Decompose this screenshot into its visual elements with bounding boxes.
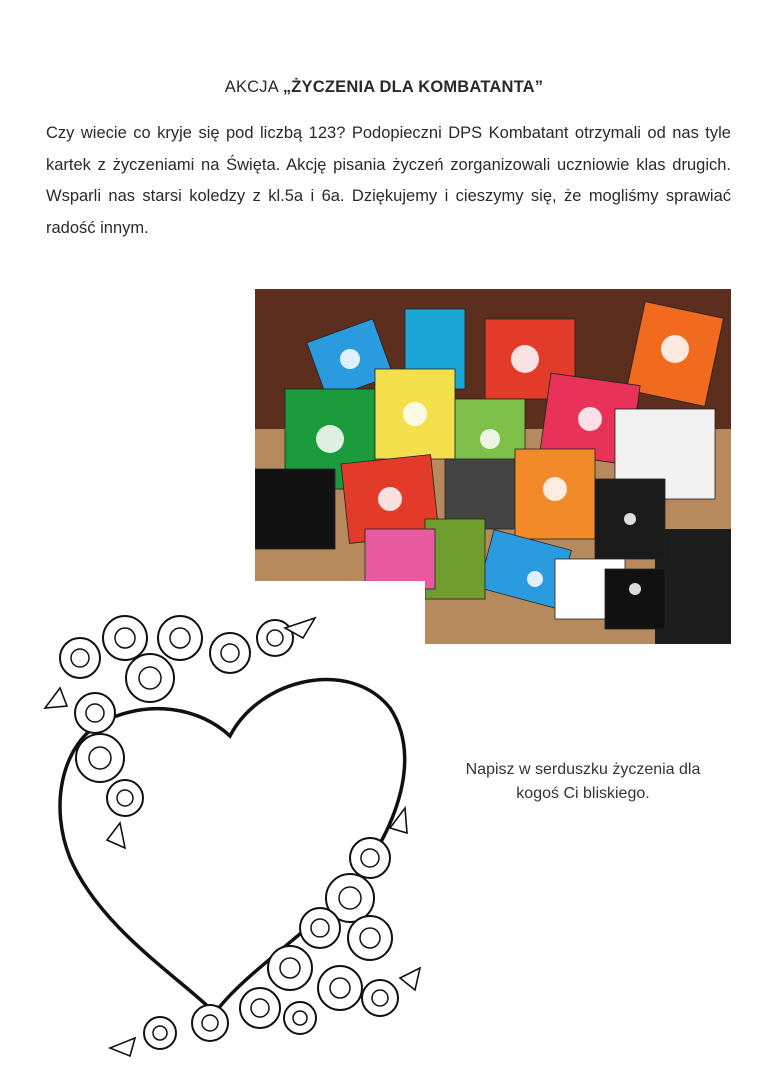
intro-paragraph: Czy wiecie co kryje się pod liczbą 123? Podopieczni DPS Kombatant otrzymali od nas tyle kartek z życzeniami na Święta. Akcję pisania życzeń zorganizowali uczniowie klas drugich. Wsparli nas starsi koledzy z kl.5a i 6a. Dziękujemy i cieszymy się, że mogliśmy sprawiać radość innym. <box>46 124 731 237</box>
document-title <box>0 78 768 97</box>
floral-heart-outline <box>40 598 440 1068</box>
instruction-line-2: kogoś Ci bliskiego. <box>516 785 650 802</box>
title-prefix: AKCJA <box>224 78 283 96</box>
title-main: „ŻYCZENIA DLA KOMBATANTA” <box>282 78 544 96</box>
instruction-line-1: Napisz w serduszku życzenia dla <box>465 761 701 778</box>
instruction-text <box>435 758 731 806</box>
